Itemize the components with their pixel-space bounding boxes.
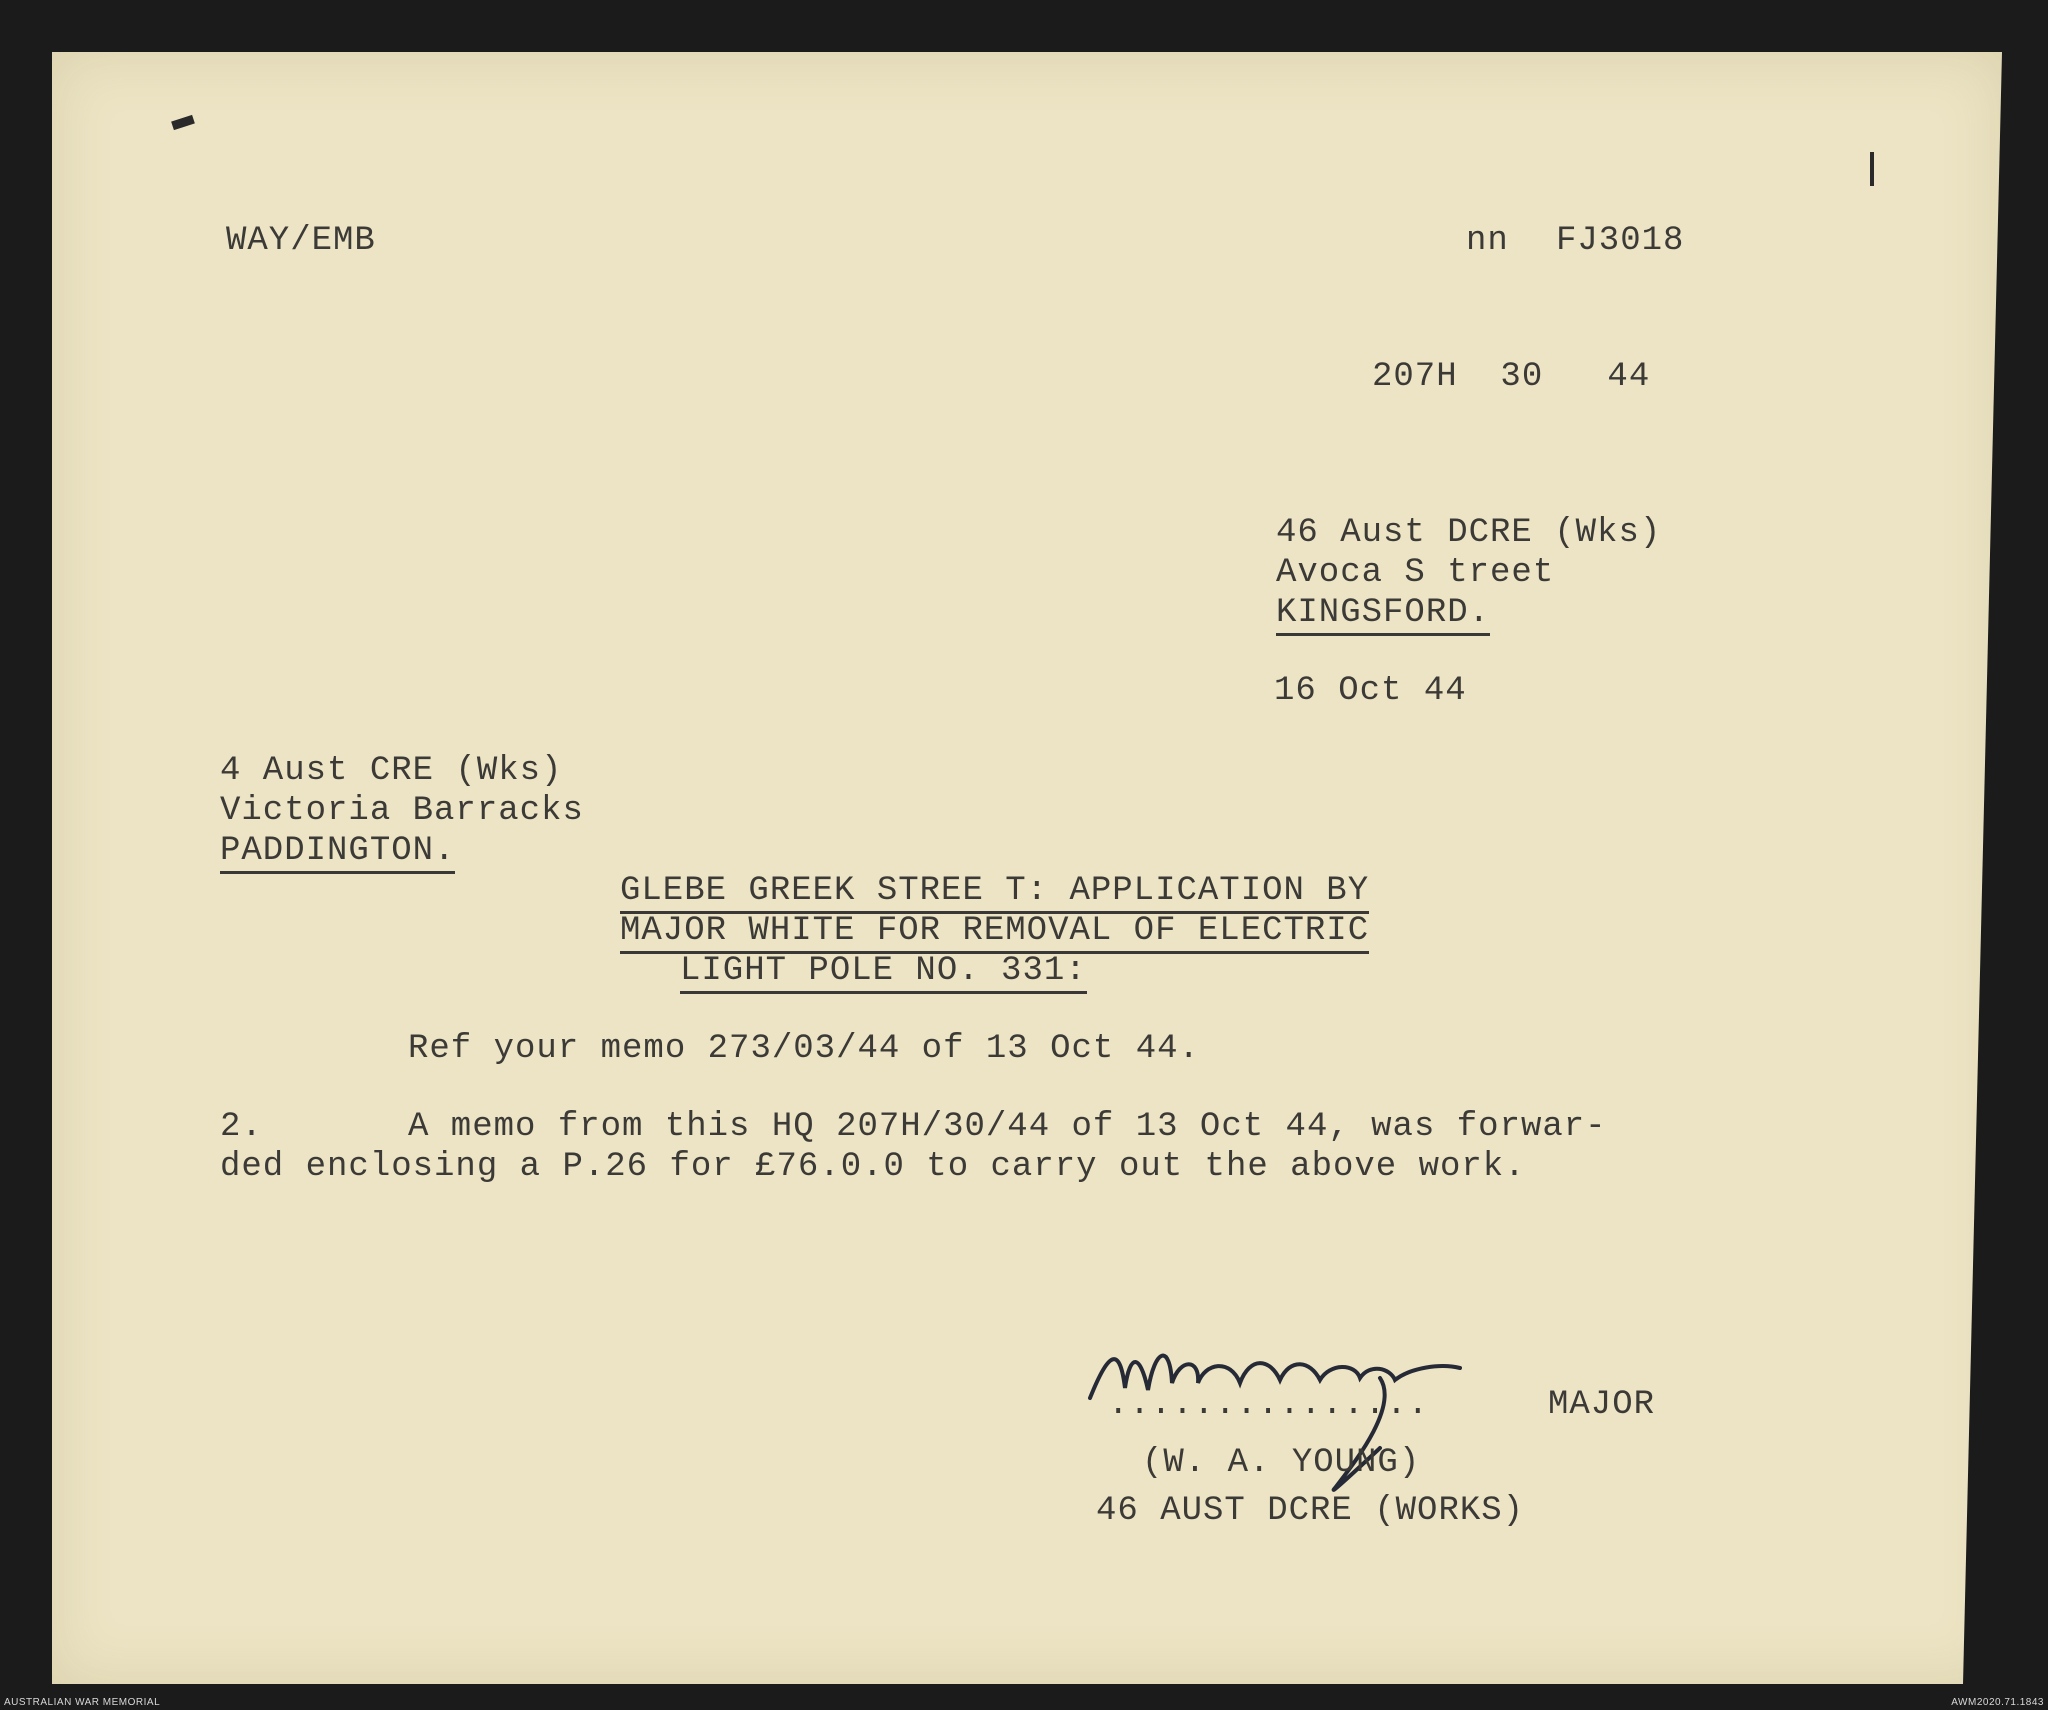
to-address-line: Victoria Barracks bbox=[220, 792, 584, 830]
file-prefix: nn bbox=[1466, 222, 1509, 260]
subject-line: LIGHT POLE NO. 331: bbox=[680, 952, 1087, 994]
subject-line: GLEBE GREEK STREE T: APPLICATION BY bbox=[620, 872, 1369, 914]
from-address-line: KINGSFORD. bbox=[1276, 594, 1490, 636]
from-address-line: 46 Aust DCRE (Wks) bbox=[1276, 514, 1662, 552]
paragraph-2-line: A memo from this HQ 207H/30/44 of 13 Oct 44, was forwar- bbox=[408, 1108, 1607, 1146]
signature-rank: MAJOR bbox=[1548, 1386, 1656, 1424]
paragraph-2-number: 2. bbox=[220, 1108, 263, 1146]
file-number: FJ3018 bbox=[1556, 222, 1685, 260]
to-address-line: 4 Aust CRE (Wks) bbox=[220, 752, 563, 790]
to-address-line: PADDINGTON. bbox=[220, 832, 455, 874]
memo-date: 16 Oct 44 bbox=[1274, 672, 1467, 710]
reference-code: WAY/EMB bbox=[226, 222, 376, 260]
signature-unit: 46 AUST DCRE (WORKS) bbox=[1096, 1492, 1525, 1530]
subject-line: MAJOR WHITE FOR REMOVAL OF ELECTRIC bbox=[620, 912, 1369, 954]
hq-reference: 207H 30 44 bbox=[1372, 358, 1651, 396]
edge-mark bbox=[1870, 152, 1874, 186]
footer-left: AUSTRALIAN WAR MEMORIAL bbox=[4, 1697, 161, 1708]
footer-right: AWM2020.71.1843 bbox=[1951, 1697, 2044, 1708]
signature-dots: ............... bbox=[1108, 1386, 1430, 1424]
from-address-line: Avoca S treet bbox=[1276, 554, 1555, 592]
paragraph-1: Ref your memo 273/03/44 of 13 Oct 44. bbox=[408, 1030, 1200, 1068]
paragraph-2-line: ded enclosing a P.26 for £76.0.0 to carry out the above work. bbox=[220, 1148, 1526, 1186]
signature-name: (W. A. YOUNG) bbox=[1142, 1444, 1421, 1482]
